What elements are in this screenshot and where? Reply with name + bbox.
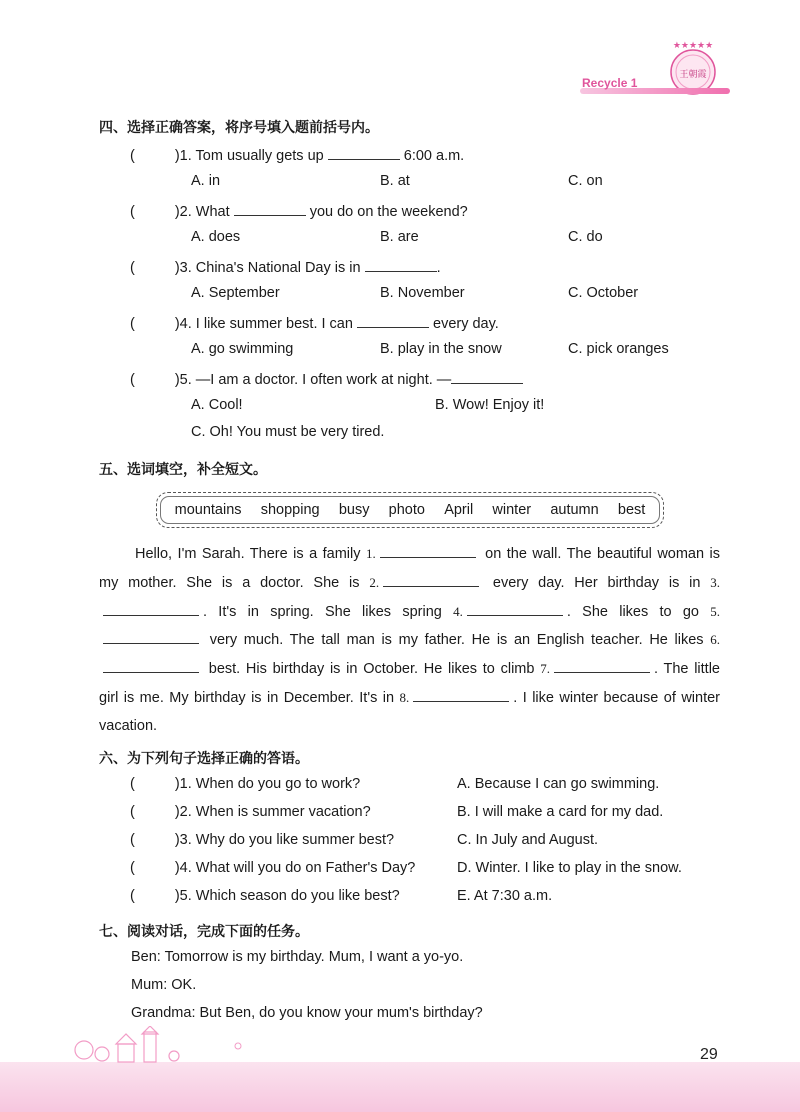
svg-text:★★★★★: ★★★★★ <box>672 41 714 51</box>
passage-blank[interactable] <box>554 660 650 673</box>
s4-q4-option-b: B. play in the snow <box>380 341 502 357</box>
s4-q4-option-a: A. go swimming <box>191 341 294 357</box>
word-bank-item: winter <box>492 502 532 518</box>
answer-blank[interactable] <box>328 145 400 160</box>
s4-q3-option-b: B. November <box>380 285 465 301</box>
answer-blank[interactable] <box>357 313 429 328</box>
footer-band <box>0 1062 800 1112</box>
dialog-line-1: Ben: Tomorrow is my birthday. Mum, I want a yo-yo. <box>131 949 464 965</box>
unit-tag: Recycle 1 <box>582 76 638 90</box>
s4-q5-option-a: A. Cool! <box>191 397 243 413</box>
s6-answer-e: E. At 7:30 a.m. <box>457 888 553 904</box>
word-bank-item: best <box>617 502 646 518</box>
s6-question-4: ( )4. What will you do on Father's Day? <box>130 860 416 876</box>
passage-blank[interactable] <box>380 545 476 558</box>
s4-q2-option-b: B. are <box>380 229 419 245</box>
s4-q1-option-b: B. at <box>380 173 410 189</box>
s6-answer-d: D. Winter. I like to play in the snow. <box>457 860 682 876</box>
s6-answer-c: C. In July and August. <box>457 832 599 848</box>
section-4-title: 四、选择正确答案，将序号填入题前括号内。 <box>99 120 379 136</box>
cloze-passage: Hello, I'm Sarah. There is a family 1. on the wall. The beautiful woman is my mother. She is a doctor. She is 2. every day. Her birthday is in 3.. It's in spring. She likes spring 4. . She likes to go 5. very much. The tall man is my father. He is an English teacher. He likes 6. best. His birthday is in October. He likes to climb 7. . The little girl is me. My birthday is in December. It's in 8. . I like winter because of winter vacation. <box>99 546 721 734</box>
word-bank-item: autumn <box>550 502 599 518</box>
s6-answer-a: A. Because I can go swimming. <box>457 776 660 792</box>
s6-answer-b: B. I will make a card for my dad. <box>457 804 664 820</box>
s4-q5-option-b: B. Wow! Enjoy it! <box>435 397 545 413</box>
page-number: 29 <box>700 1046 718 1063</box>
s4-q1-option-a: A. in <box>191 173 221 189</box>
word-bank-item: busy <box>338 502 370 518</box>
s4-q1-option-c: C. on <box>568 173 603 189</box>
answer-blank[interactable] <box>451 369 523 384</box>
passage-blank[interactable] <box>467 603 563 616</box>
section-7-title: 七、阅读对话，完成下面的任务。 <box>99 924 309 940</box>
s4-q3-option-c: C. October <box>568 285 639 301</box>
s6-question-1: ( )1. When do you go to work? <box>130 776 361 792</box>
passage-blank[interactable] <box>413 689 509 702</box>
section-6-title: 六、为下列句子选择正确的答语。 <box>99 751 309 767</box>
s4-question-1: ( )1. Tom usually gets up 6:00 a.m. <box>130 145 464 164</box>
answer-blank[interactable] <box>365 257 437 272</box>
passage-blank[interactable] <box>103 631 199 644</box>
svg-text:王朝霞: 王朝霞 <box>679 70 707 80</box>
s4-q5-option-c: C. Oh! You must be very tired. <box>191 424 385 440</box>
s6-question-3: ( )3. Why do you like summer best? <box>130 832 395 848</box>
word-bank-item: photo <box>388 502 425 518</box>
s6-question-2: ( )2. When is summer vacation? <box>130 804 371 820</box>
dialog-line-3: Grandma: But Ben, do you know your mum's birthday? <box>131 1005 483 1021</box>
s4-question-4: ( )4. I like summer best. I can every day. <box>130 313 499 332</box>
footer-decoration <box>70 1026 250 1066</box>
s4-q3-option-a: A. September <box>191 285 280 301</box>
s4-q2-option-c: C. do <box>568 229 603 245</box>
s6-question-5: ( )5. Which season do you like best? <box>130 888 400 904</box>
dialog-line-2: Mum: OK. <box>131 977 197 993</box>
section-5-title: 五、选词填空，补全短文。 <box>99 462 267 478</box>
s4-q2-option-a: A. does <box>191 229 241 245</box>
passage-blank[interactable] <box>383 574 479 587</box>
answer-blank[interactable] <box>234 201 306 216</box>
s4-question-5: ( )5. —I am a doctor. I often work at night. — <box>130 369 523 388</box>
word-bank-item: shopping <box>260 502 320 518</box>
word-bank <box>156 492 664 528</box>
s4-q4-option-c: C. pick oranges <box>568 341 669 357</box>
s4-question-2: ( )2. What you do on the weekend? <box>130 201 468 220</box>
word-bank-item: mountains <box>174 502 242 518</box>
word-bank-item: April <box>444 502 474 518</box>
passage-blank[interactable] <box>103 603 199 616</box>
passage-blank[interactable] <box>103 660 199 673</box>
s4-question-3: ( )3. China's National Day is in . <box>130 257 441 276</box>
